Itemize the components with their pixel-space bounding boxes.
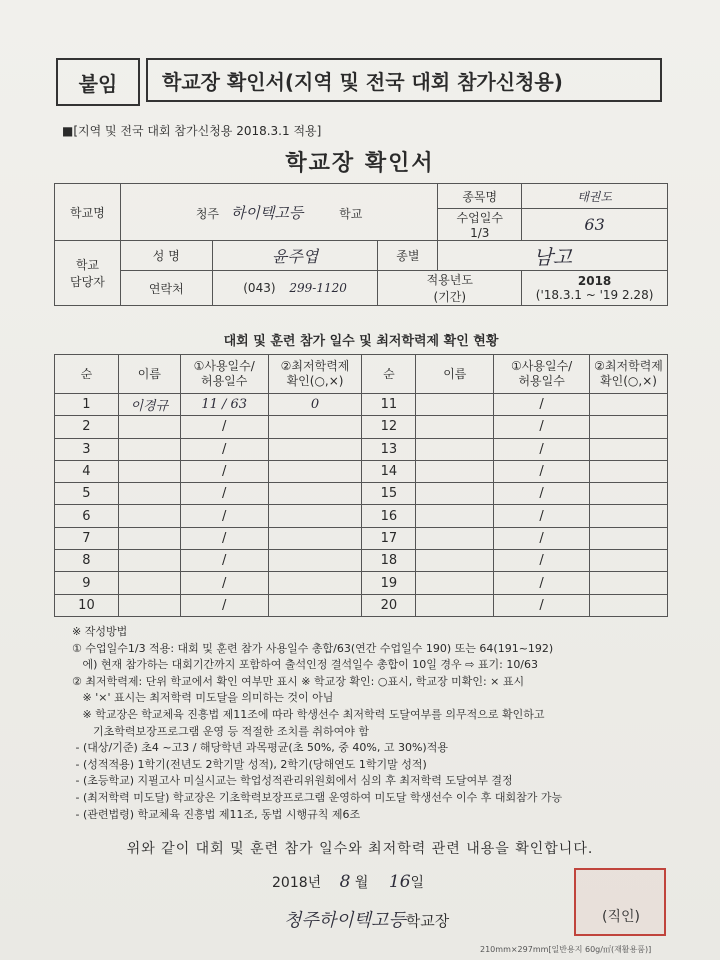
cell-days: / bbox=[180, 416, 268, 438]
cell-no: 5 bbox=[55, 483, 119, 505]
info-table bbox=[54, 183, 668, 306]
cell-check: 0 bbox=[268, 394, 362, 416]
table-row bbox=[55, 438, 668, 460]
cell-check bbox=[590, 527, 668, 549]
seal-label: (직인) bbox=[602, 909, 640, 925]
cell-no: 15 bbox=[362, 483, 416, 505]
cell-no: 10 bbox=[55, 594, 119, 616]
cell-no: 8 bbox=[55, 550, 119, 572]
cell-name bbox=[118, 527, 180, 549]
class-days-label: 수업일수 1/3 bbox=[438, 209, 522, 241]
cell-check bbox=[590, 416, 668, 438]
manager-label: 학교 담당자 bbox=[55, 241, 121, 306]
form-title: 학교장 확인서 bbox=[285, 151, 435, 176]
note-line: ※ '×' 표시는 최저학력 미도달을 의미하는 것이 아님 bbox=[72, 691, 334, 705]
cell-days: / bbox=[180, 460, 268, 482]
note-line: - (대상/기준) 초4 ~고3 / 해당학년 과목평균(초 50%, 중 40%, 고 30%)적용 bbox=[72, 741, 448, 755]
table-row bbox=[55, 572, 668, 594]
apply-year-label: 적용년도 (기간) bbox=[378, 271, 522, 306]
table-row bbox=[55, 594, 668, 616]
participation-table: 순 이름 ①사용일수/ 허용일수 ②최저학력제 확인(○,×) 순 이름 ①사용일수/ 허용일수 ②최저학력제 확인(○,×) 1 이경규 11 / 63 0 11 / 2 / 12 / 3 / 13 / 4 / 14 / 5 / 15 / 6 / 16 / 7 / 17 / 8 / 18 / 9 / 19 / 10 / 20 / bbox=[54, 354, 668, 617]
cell-name bbox=[416, 483, 494, 505]
note-line: - (관련법령) 학교체육 진흥법 제11조, 동법 시행규칙 제6조 bbox=[72, 807, 361, 821]
table-row bbox=[55, 460, 668, 482]
document-heading: 학교장 확인서(지역 및 전국 대회 참가신청용) bbox=[146, 58, 662, 102]
note-line: - (초등학교) 지필고사 미실시교는 학업성적관리위원회에서 심의 후 최저학력 도달여부 결정 bbox=[72, 774, 513, 788]
attachment-label: 붙임 bbox=[56, 58, 140, 106]
cell-days: / bbox=[494, 416, 590, 438]
cell-days: / bbox=[180, 527, 268, 549]
cell-days: / bbox=[180, 438, 268, 460]
cell-name bbox=[118, 416, 180, 438]
cell-name bbox=[118, 460, 180, 482]
note-line: - (성적적용) 1학기(전년도 2학기말 성적), 2학기(당해연도 1학기말 성적) bbox=[72, 757, 427, 771]
table-row bbox=[55, 483, 668, 505]
cell-name bbox=[416, 505, 494, 527]
cell-check bbox=[590, 505, 668, 527]
note-line: 기초학력보장프로그램 운영 등 적절한 조치를 취하여야 함 bbox=[72, 724, 369, 738]
cell-name bbox=[118, 505, 180, 527]
cell-check bbox=[268, 594, 362, 616]
sport-value: 태권도 bbox=[522, 184, 668, 209]
cell-name bbox=[118, 550, 180, 572]
note-line: ① 수업일수1/3 적용: 대회 및 훈련 참가 사용일수 총합/63(연간 수업일수 190) 또는 64(191~192) bbox=[72, 641, 554, 655]
note-line: ※ 학교장은 학교체육 진흥법 제11조에 따라 학생선수 최저학력 도달여부를 의무적으로 확인하고 bbox=[72, 707, 545, 721]
cell-no: 17 bbox=[362, 527, 416, 549]
cell-no: 1 bbox=[55, 394, 119, 416]
cell-check bbox=[268, 550, 362, 572]
confirmation-text: 위와 같이 대회 및 훈련 참가 일수와 최저학력 관련 내용을 확인합니다. bbox=[126, 841, 594, 857]
cell-days: / bbox=[494, 594, 590, 616]
note-line: ※ 작성방법 bbox=[72, 625, 128, 638]
note-line: ② 최저학력제: 단위 학교에서 확인 여부만 표시 ※ 학교장 확인: ○표시, 학교장 미확인: × 표시 bbox=[72, 674, 525, 688]
cell-no: 16 bbox=[362, 505, 416, 527]
name-value: 윤주엽 bbox=[212, 241, 378, 271]
table-row bbox=[55, 394, 668, 416]
cell-no: 4 bbox=[55, 460, 119, 482]
section-title: 대회 및 훈련 참가 일수 및 최저학력제 확인 현황 bbox=[223, 334, 499, 349]
notes-section bbox=[72, 624, 682, 823]
cell-days: / bbox=[494, 572, 590, 594]
name-label: 성 명 bbox=[120, 241, 212, 271]
cell-days: / bbox=[494, 438, 590, 460]
cell-no: 9 bbox=[55, 572, 119, 594]
cell-days: 11 / 63 bbox=[180, 394, 268, 416]
form-subtitle: ■[지역 및 전국 대회 참가신청용 2018.3.1 적용] bbox=[62, 124, 322, 138]
cell-check bbox=[268, 572, 362, 594]
sport-label: 종목명 bbox=[438, 184, 522, 209]
cell-name bbox=[118, 438, 180, 460]
cell-name: 이경규 bbox=[118, 394, 180, 416]
cell-no: 13 bbox=[362, 438, 416, 460]
cell-days: / bbox=[494, 550, 590, 572]
cell-check bbox=[590, 594, 668, 616]
cell-name bbox=[416, 527, 494, 549]
cell-name bbox=[416, 572, 494, 594]
gender-label: 종별 bbox=[378, 241, 438, 271]
cell-check bbox=[268, 438, 362, 460]
issue-date: 2018년 8 월 16일 bbox=[272, 872, 425, 892]
principal-line: 청주하이텍고등학교장 bbox=[284, 910, 450, 931]
note-line: - (최저학력 미도달) 학교장은 기초학력보장프로그램 운영하여 미도달 학생선수 이수 후 대회참가 가능 bbox=[72, 790, 563, 804]
cell-days: / bbox=[494, 505, 590, 527]
cell-days: / bbox=[494, 483, 590, 505]
apply-year-value: 2018 ('18.3.1 ~ '19 2.28) bbox=[522, 271, 668, 306]
cell-check bbox=[590, 438, 668, 460]
contact-label: 연락처 bbox=[120, 271, 212, 306]
cell-no: 7 bbox=[55, 527, 119, 549]
cell-days: / bbox=[494, 394, 590, 416]
class-days-value: 63 bbox=[522, 209, 668, 241]
paper-spec: 210mm×297mm[일반용지 60g/㎡(재활용품)] bbox=[480, 945, 652, 954]
cell-check bbox=[268, 460, 362, 482]
table-row bbox=[55, 416, 668, 438]
cell-no: 18 bbox=[362, 550, 416, 572]
school-name-value: 청주 하이텍고등 학교 bbox=[120, 184, 437, 241]
cell-check bbox=[590, 483, 668, 505]
cell-no: 20 bbox=[362, 594, 416, 616]
cell-check bbox=[268, 527, 362, 549]
contact-value: (043) 299-1120 bbox=[212, 271, 378, 306]
cell-check bbox=[590, 572, 668, 594]
cell-name bbox=[416, 594, 494, 616]
table-row bbox=[55, 505, 668, 527]
cell-days: / bbox=[180, 594, 268, 616]
cell-name bbox=[416, 438, 494, 460]
gender-value: 남고 bbox=[438, 241, 668, 271]
school-name-label: 학교명 bbox=[55, 184, 121, 241]
cell-check bbox=[590, 550, 668, 572]
cell-days: / bbox=[494, 527, 590, 549]
cell-no: 3 bbox=[55, 438, 119, 460]
cell-days: / bbox=[180, 483, 268, 505]
cell-no: 19 bbox=[362, 572, 416, 594]
cell-days: / bbox=[180, 505, 268, 527]
cell-name bbox=[416, 416, 494, 438]
table-row bbox=[55, 550, 668, 572]
cell-check bbox=[590, 460, 668, 482]
cell-days: / bbox=[494, 460, 590, 482]
table-row bbox=[55, 527, 668, 549]
cell-name bbox=[416, 550, 494, 572]
cell-name bbox=[118, 594, 180, 616]
cell-no: 12 bbox=[362, 416, 416, 438]
cell-check bbox=[268, 483, 362, 505]
cell-no: 11 bbox=[362, 394, 416, 416]
cell-name bbox=[118, 572, 180, 594]
cell-no: 14 bbox=[362, 460, 416, 482]
cell-name bbox=[416, 394, 494, 416]
cell-no: 6 bbox=[55, 505, 119, 527]
note-line: 에) 현재 참가하는 대회기간까지 포함하여 출석인정 결석일수 총합이 10일 경우 ⇨ 표기: 10/63 bbox=[72, 658, 539, 672]
cell-days: / bbox=[180, 550, 268, 572]
cell-check bbox=[590, 394, 668, 416]
cell-check bbox=[268, 416, 362, 438]
cell-name bbox=[416, 460, 494, 482]
cell-check bbox=[268, 505, 362, 527]
cell-no: 2 bbox=[55, 416, 119, 438]
cell-name bbox=[118, 483, 180, 505]
cell-days: / bbox=[180, 572, 268, 594]
